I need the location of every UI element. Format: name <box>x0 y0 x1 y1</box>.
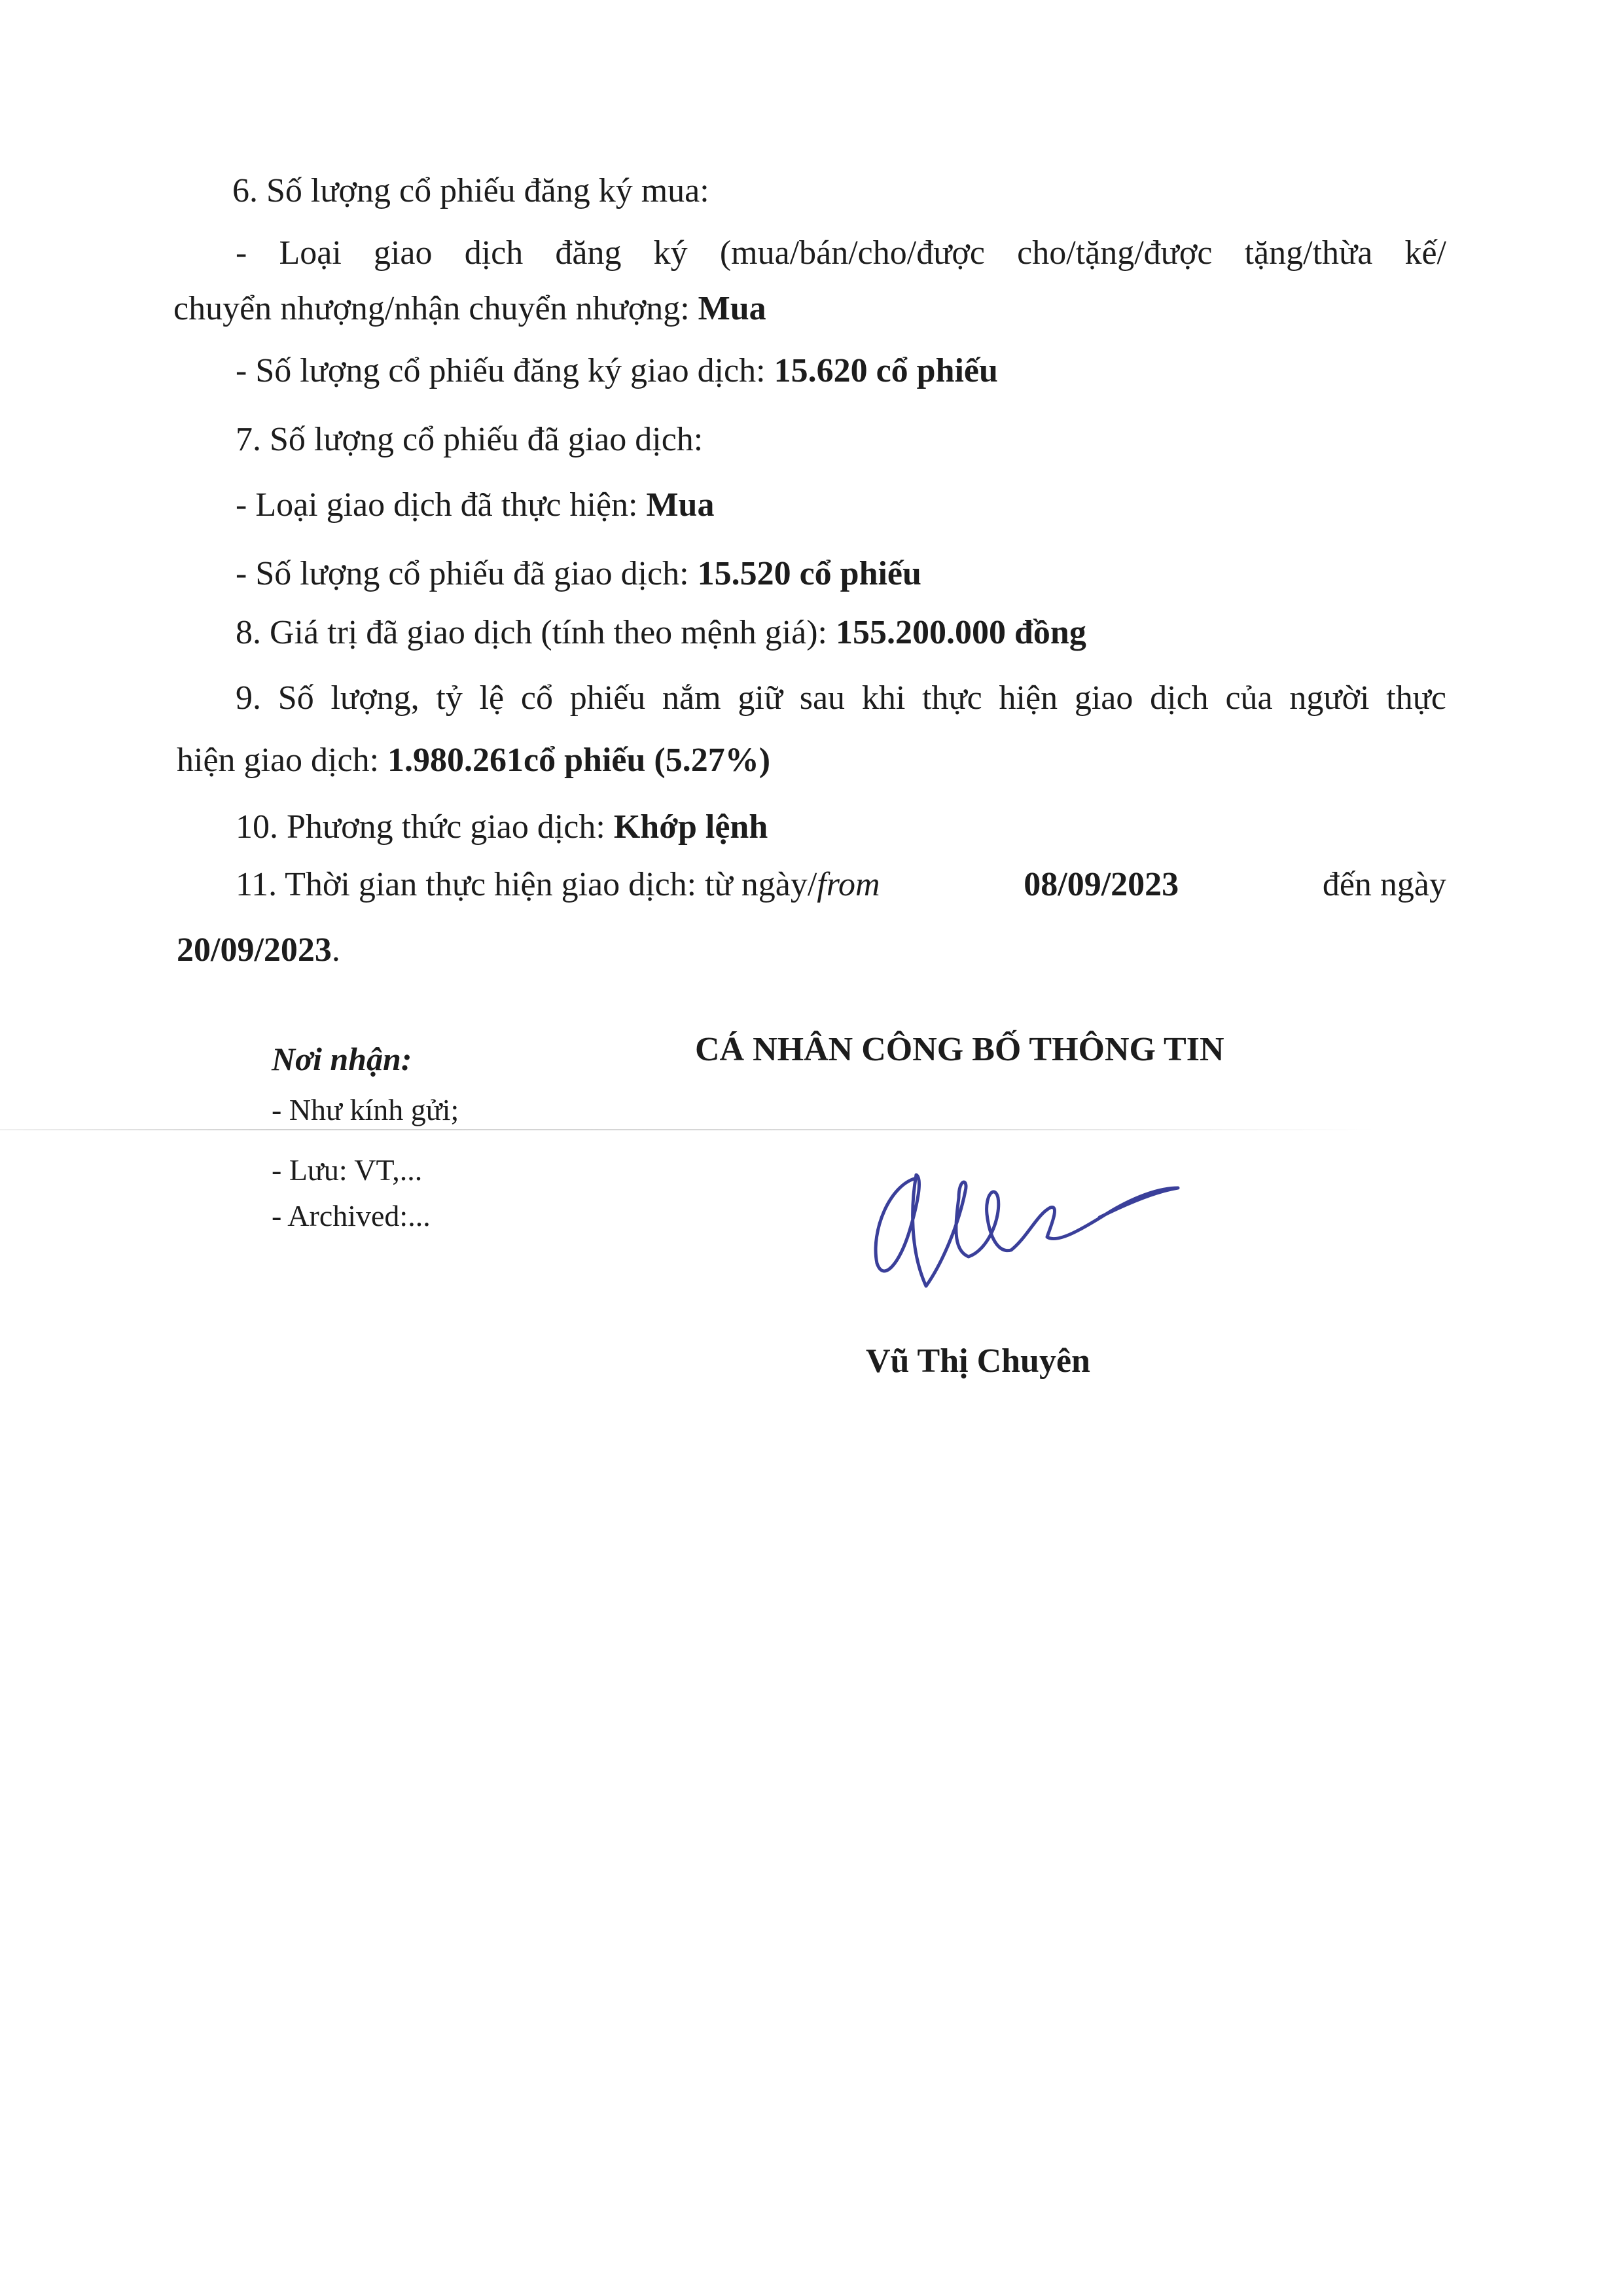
item-6-type-label-line1: - Loại giao dịch đăng ký (mua/bán/cho/được cho/tặng/được tặng/thừa kế/ <box>236 234 1446 272</box>
item-7-qty <box>236 553 921 595</box>
item-7-type-label: - Loại giao dịch đã thực hiện: <box>236 486 647 524</box>
item-8-label: 8. Giá trị đã giao dịch (tính theo mệnh giá): <box>236 614 836 651</box>
item-11-label: 11. Thời gian thực hiện giao dịch: từ ngày/ <box>236 866 817 903</box>
paper-fold-line <box>0 1129 1374 1130</box>
item-11-to-label: đến ngày <box>1322 866 1446 903</box>
item-7-qty-value: 15.520 cổ phiếu <box>697 555 921 592</box>
recipients-title: Nơi nhận: <box>272 1041 412 1077</box>
item-10-label: 10. Phương thức giao dịch: <box>236 808 614 846</box>
item-6-title: 6. Số lượng cổ phiếu đăng ký mua: <box>232 172 709 209</box>
item-11-to-date: 20/09/2023 <box>177 931 332 969</box>
item-9-label-line1: 9. Số lượng, tỷ lệ cổ phiếu nắm giữ sau khi thực hiện giao dịch của người thực <box>236 679 1446 717</box>
item-6-qty <box>236 350 998 392</box>
item-6-type-label-line2: chuyển nhượng/nhận chuyển nhượng: <box>173 290 698 327</box>
item-9-label-line2: hiện giao dịch: <box>177 742 388 779</box>
signature-block-title: CÁ NHÂN CÔNG BỐ THÔNG TIN <box>695 1031 1224 1068</box>
item-7-title: 7. Số lượng cổ phiếu đã giao dịch: <box>236 421 704 458</box>
recipient-line: - Archived:... <box>272 1199 431 1232</box>
item-9-line2 <box>177 740 770 781</box>
item-7-qty-label: - Số lượng cổ phiếu đã giao dịch: <box>236 555 698 592</box>
item-6-qty-value: 15.620 cổ phiếu <box>774 352 998 389</box>
item-8 <box>236 612 1086 654</box>
item-7-type <box>236 484 714 526</box>
item-7-type-value: Mua <box>646 486 715 524</box>
item-11-line2 <box>177 929 340 971</box>
item-11-from-group <box>236 864 880 906</box>
item-6-qty-label: - Số lượng cổ phiếu đăng ký giao dịch: <box>236 352 774 389</box>
recipient-line: - Lưu: VT,... <box>272 1153 423 1187</box>
item-11-line1 <box>236 864 1446 906</box>
item-6-type-value: Mua <box>698 290 766 327</box>
item-10-value: Khớp lệnh <box>613 808 768 846</box>
signer-name: Vũ Thị Chuyên <box>866 1342 1090 1380</box>
item-11-from-date: 08/09/2023 <box>1024 866 1179 903</box>
item-11-from: from <box>817 866 880 903</box>
item-11-end: . <box>331 931 340 969</box>
recipient-line: - Như kính gửi; <box>272 1093 459 1126</box>
item-6-type-line2 <box>173 288 766 330</box>
item-9-value: 1.980.261cổ phiếu (5.27%) <box>387 742 771 779</box>
item-10 <box>236 806 768 848</box>
handwritten-signature <box>870 1152 1250 1309</box>
item-8-value: 155.200.000 đồng <box>835 614 1086 651</box>
